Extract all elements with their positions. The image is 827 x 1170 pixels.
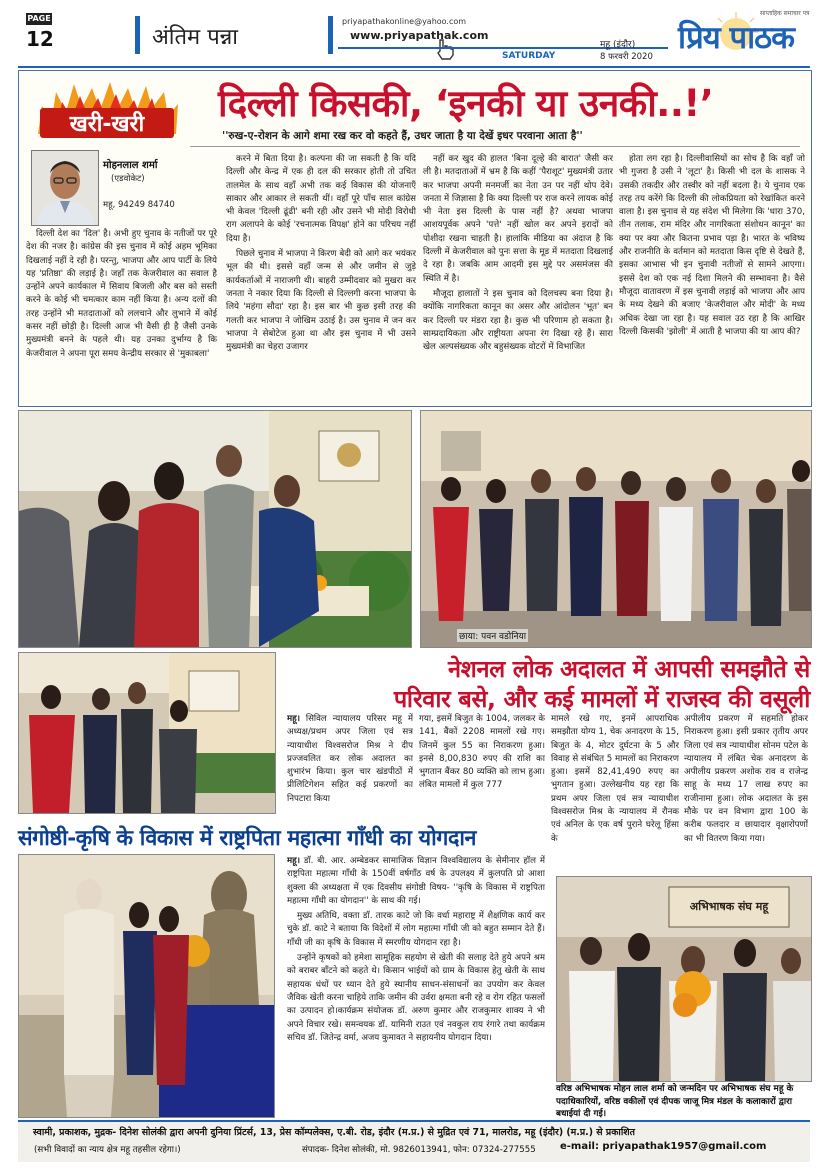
lead-column-4: [619, 153, 805, 401]
lead-quote: ''रुख-ए-रोशन के आगे शमा रख कर वो कहते हैं, उधर जाता है या देखें इधर परवाना आता है'': [222, 130, 583, 142]
story2-column-1: [287, 713, 413, 813]
lead-column-2: [226, 153, 416, 401]
masthead-tagline: साप्ताहिक समाचार पत्र: [760, 10, 810, 17]
footer-jurisdiction: (सभी विवादों का न्याय क्षेत्र महू तहसील रहेगा।): [34, 1145, 181, 1155]
lead-paragraph: मौजूदा हालातों ने इस चुनाव को दिलचस्प बना दिया है। क्योंकि नागरिकता कानून का असर और आंदोलन 'भूत' बन कर दिल्ली पर मंडरा रहा है। कुछ भी परिणाम हो सकता है। साम्प्रदायिकता और राष्ट्रीयता अपना रंग दिखा रहे हैं। सारा खेल अल्पसंख्यक और बहुसंख्यक वोटरों में विभाजित: [423, 288, 613, 353]
place-label: महू (इंदौर): [600, 40, 636, 50]
author-photo: [31, 150, 99, 226]
story3-dateline: महू।: [287, 856, 300, 866]
photo-credit: छाया: पवन वडोनिया: [457, 629, 528, 642]
lead-column-1: [26, 228, 217, 400]
photo-lok-adalat-lamp: [18, 410, 412, 648]
section-box: [135, 16, 333, 54]
author-contact: महू, 94249 84740: [103, 200, 175, 210]
story2-column-4: [684, 713, 808, 867]
lead-headline: दिल्ली किसकी, ‘इनकी या उनकी..!’: [218, 82, 714, 125]
quote-rule: [190, 146, 800, 147]
story2-column-3: [551, 713, 679, 867]
lead-paragraph: पिछले चुनाव में भाजपा ने किरण बेदी को आगे कर भयंकर भूल की थी। इससे वहाँ जन्म से और जमीन से जुड़े कार्यकर्ताओं में नाराजगी थी। बाहरी उम्मीदवार को मुखरा कर जनता ने नकार दिया कि दिल्ली से दिल्लगी करना भाजपा के लिये 'महंगा सौदा' रहा है। इस बार भी कुछ इसी तरह की गलती कर भाजपा ने जोखिम उठाई है। उस चुनाव में जन कर भाजपा ने सेबोटेज हुआ था और इस चुनाव में भी उसने मुख्यमंत्री का चेहरा उजागर: [226, 249, 416, 353]
header-bottom-rule: [18, 66, 810, 68]
story3-paragraph: उन्होंने कृषकों को हमेशा सामूहिक सहयोग से खेती की सलाह देते हुये अपने श्रम को बराबर बाँटने को कहते थे। किसान भाईयों को ग्राम के विकास हेतु खेती के साथ सहायक धंधों पर ध्यान देते हुये स्थानीय साधन-संसाधनों का उपयोग कर केवल जैविक खेती करना चाहिये ताकि जमीन की उर्वरा क्षमता बनी रहे व रोग रहित फसलों का उत्पादन हो।कार्यक्रम संयोजक डॉ. अरुण कुमार और राजकुमार शाक्य ने भी अपने विचार रखे। समन्वयक डॉ. यामिनी राउत एवं नवकुल राय रंगारे तथा कार्यक्रम सचिव डॉ. जितेन्द्र वर्मा, अजय कुमावत ने सहायनीय योगदान दिया।: [287, 953, 545, 1043]
sign-board-text: अभिभाषक संघ महू: [689, 900, 769, 913]
kicker-text: खरी-खरी: [69, 112, 145, 137]
story2-paragraph: मामले रखे गए, इनमें आपराधिक समझौता योग्य 1, चेक अनादरण के 15, बिजुत के 4, मोटर दुर्घटना के 5 और विवाह से संबंधित 5 मामलों का निराकरण हुआ। इसमें 82,41,490 रुपए का भुगतान हुआ। उल्लेखनीय यह रहा कि प्रथम अपर जिला एवं सत्र न्यायाधीश विश्वसरोज मिश्र के न्यायालय में रौनक एवं अनिल के एक वर्ष पुराने घरेलू हिंसा के: [551, 714, 679, 844]
hand-pointer-icon: [434, 38, 460, 60]
photo-caption: वरिष्ठ अभिभाषक मोहन लाल शर्मा को जन्मदिन पर अभिभाषक संघ महू के पदाधिकारियों, वरिष्ठ वकीलों एवं दीपक जाजू मित्र मंडल के कलाकारों द्वारा बधाईयां दी गई।: [556, 1084, 794, 1119]
story2-paragraph: सिविल न्यायालय परिसर महू में अध्यक्ष/प्रथम अपर जिला एवं सत्र न्यायाधीश विश्वसरोज मिश्र ने दीप प्रज्जवलित कर लोक अदालत का शुभारंभ किया। कुल चार खंडपीठों में प्रीलिटिगेशन सहित कई प्रकरणों का निपटारा किया: [287, 714, 413, 804]
email-text: priyapathakonline@yahoo.com: [342, 17, 467, 26]
date-label: 8 फरवरी 2020: [600, 52, 653, 62]
photo-birthday-felicitation: [556, 876, 812, 1082]
page-label: PAGE: [27, 14, 51, 23]
story2-headline-1: नेशनल लोक अदालत में आपसी समझौते से: [448, 655, 810, 683]
story2-paragraph: अपीलीय प्रकरण में सहमति होकर निराकरण हुआ। इसी प्रकार तृतीय अपर जिला एवं सत्र न्यायाधीश सोनम पटेल के न्यायालय में लंबित चेक अनादरण के अपीलीय प्रकरण अशोक राव व राजेन्द्र साहू के मध्य 17 लाख रुपए का राजीनामा हुआ। लोक अदालत के इस मौके पर वन विभाग द्वारा 100 के करीब फलदार व छायादार वृक्षारोपणों का भी वितरण किया गया।: [684, 714, 808, 844]
lead-paragraph: होता लग रहा है। दिल्लीवासियों का सोच है कि वहाँ जो भी गुजरा है उसी ने 'लूटा' है। किसी भी दल के शासक ने उसकी तकदीर और तस्वीर को नहीं बदला है। ये चुनाव एक तरह तय करेंगे कि दिल्ली की लोकप्रियता को रेखांकित करने वाला है। इस चुनाव से यह संदेश भी मिलेगा कि 'धारा 370, तीन तलाक, राम मंदिर और नागरिकता संशोधन कानून' का क्या पर क्या और कितना प्रभाव पड़ा है। भारत के भविष्य और राजनीति के वर्तमान को मतदाता किस दृष्टि से देखते हैं, इसका आभास भी इन चुनावी नतीजों से सामने आएगा। इससे देश को एक नई दिशा मिलने की सम्भावना है। वैसे मौजूदा वातावरण में इस चुनावी लड़ाई को भाजपा और आप के मध्य देखने की बजाए 'केजरीवाल और मोदी' के मध्य अधिक देखा जा रहा है। यह सवाल उठ रहा है कि आखिर दिल्ली किसकी 'झोली' में आती है भाजपा की या आप की?: [619, 154, 805, 337]
author-role: (एडवोकेट): [111, 174, 145, 184]
kicker-badge: [32, 78, 182, 142]
story3-paragraph: डॉ. बी. आर. अम्बेडकर सामाजिक विज्ञान विश्वविद्यालय के सेमीनार हॉल में राष्ट्रपिता महात्मा गाँधी के 150वीं वर्षगाँठ वर्ष के उपलक्ष्य में कुलपति प्रो आशा शुक्ला की अध्यक्षता में एक दिवसीय संगोष्ठी विषय- ''कृषि के विकास में राष्ट्रपिता महात्मा गाँधी का योगदान'' के साथ की गई।: [287, 856, 545, 906]
photo-group-lok-adalat: [420, 410, 812, 648]
masthead-title: प्रिय पाठक: [678, 20, 794, 56]
photo-lok-adalat-inauguration: [18, 652, 276, 814]
footer-editor: संपादक- दिनेश सोलंकी, मो. 9826013941, फोन: 07324-277555: [302, 1145, 536, 1155]
lead-paragraph: नहीं कर खुद की हालत 'बिना दूल्हे की बारात' जैसी कर ली है। मतदाताओं में भ्रम है कि कहीं 'पैराशूट' मुख्यमंत्री उतार कर भाजपा अपनी मनमर्जी का नेता उन पर नहीं थोप देवे। जनता में जिज्ञासा है कि क्या दिल्ली पर राज करने लायक कोई भी नेता इस दिल्ली के पास नहीं है? अथवा भाजपा आशयपूर्वक अपने 'पत्ते' नहीं खोल कर अपने इरादों को पोशीदा रखना चाहती है। हालांकि मीडिया का अंदाज है कि दिल्ली में केजरीवाल को पुनः सत्ता के मूड में मतदाता दिखलाई दे रहा है। जबकि आम आदमी इस मुद्दे पर असमंजस की स्थिति में है।: [423, 154, 613, 284]
story3-body: [287, 855, 545, 1116]
lead-column-3: [423, 153, 613, 401]
section-title: अंतिम पन्ना: [152, 25, 238, 50]
story2-paragraph: गया, इसमें बिजुत के 1004, जलकर के 141, बैंकों 2208 मामलों रखे गए। जिनमें कुल 55 का निराकरण हुआ। इनसे 8,00,830 रुपए की राशि का भुगतान बैंकर 80 व्यक्ति को लाभ हुआ। लंबित मामलों में कुल 777: [419, 714, 545, 791]
masthead-logo: [661, 10, 811, 60]
story3-headline: संगोष्ठी-कृषि के विकास में राष्ट्रपिता महात्मा गाँधी का योगदान: [18, 826, 477, 851]
photo-seminar-gandhi: [18, 854, 275, 1118]
page-header: [0, 0, 827, 66]
footer-email[interactable]: e-mail: priyapathak1957@gmail.com: [560, 1141, 767, 1152]
story2-headline-2: परिवार बसे, और कई मामलों में राजस्व की वसूली: [393, 685, 810, 713]
footer-line-1: स्वामी, प्रकाशक, मुद्रक- दिनेश सोलंकी द्वारा अपनी दुनिया प्रिंटर्स, 13, प्रेस कॉम्पलेक्स, ए.बी. रोड, इंदौर (म.प्र.) से मुद्रित एवं 71, मालरोड, महू (इंदौर) (म.प्र.) से प्रकाशित: [33, 1127, 635, 1138]
author-name: मोहनलाल शर्मा: [103, 160, 158, 171]
day-label: SATURDAY: [502, 51, 556, 61]
story2-dateline: महू।: [287, 714, 300, 724]
lead-paragraph: करने में बिता दिया है। कल्पना की जा सकती है कि यदि दिल्ली और केन्द्र में एक ही दल की सरकार होती तो उचित तालमेल के साथ वहाँ अभी तक कई विकास की योजनाएँ साकार और आकार ले सकती थीं। वहाँ पूरे पाँच साल कांग्रेस भी केवल 'दिल्ली ढूंढी' बनी रही और उसने भी मोदी विरोधी राग अलापने के कोई 'रचनात्मक विपक्ष' होने का परिचय नहीं दिया है।: [226, 154, 416, 244]
page-number: 12: [26, 27, 54, 51]
story2-column-2: [419, 713, 545, 813]
story3-paragraph: मुख्य अतिथि, वक्ता डॉ. तारक काटे जो कि वर्धा महाराष्ट्र में शैक्षणिक कार्य कर चुके डॉ. काटे ने बताया कि विदेशों में लोग महात्मा गाँधी जी को बहुत सम्मान देते हैं। गाँधी जी का कृषि के विकास में स्मरणीय योगदान रहा है।: [287, 911, 545, 948]
lead-paragraph: दिल्ली देश का 'दिल' है। अभी हुए चुनाव के नतीजों पर पूरे देश की नजर है। कांग्रेस की इस चुनाव में कोई अहम भूमिका दिखलाई नहीं दे रही है। परन्तु, भाजपा और आप पार्टी के लिये यह 'प्रतिष्ठा' की लड़ाई है। जहाँ तक केजरीवाल का सवाल है उन्होंने अपने कार्यकाल में सिवाय बिजली और बस को सस्ती करने के कोई भी चमत्कार काम नहीं किया है। अन्य दलों की तरह उन्होंने भी मतदाताओं को ललचाने और लुभाने में कोई कसर नहीं छोड़ी है। दिल्ली आज भी वैसी ही है जैसी उनके मुख्यमंत्री बनने के पहले थी। यह उनका दुर्भाग्य है कि केजरीवाल ने अपना पूरा समय केन्द्रीय सरकार से 'मुकाबला': [26, 229, 217, 359]
website-link[interactable]: www.priyapathak.com: [350, 29, 489, 42]
